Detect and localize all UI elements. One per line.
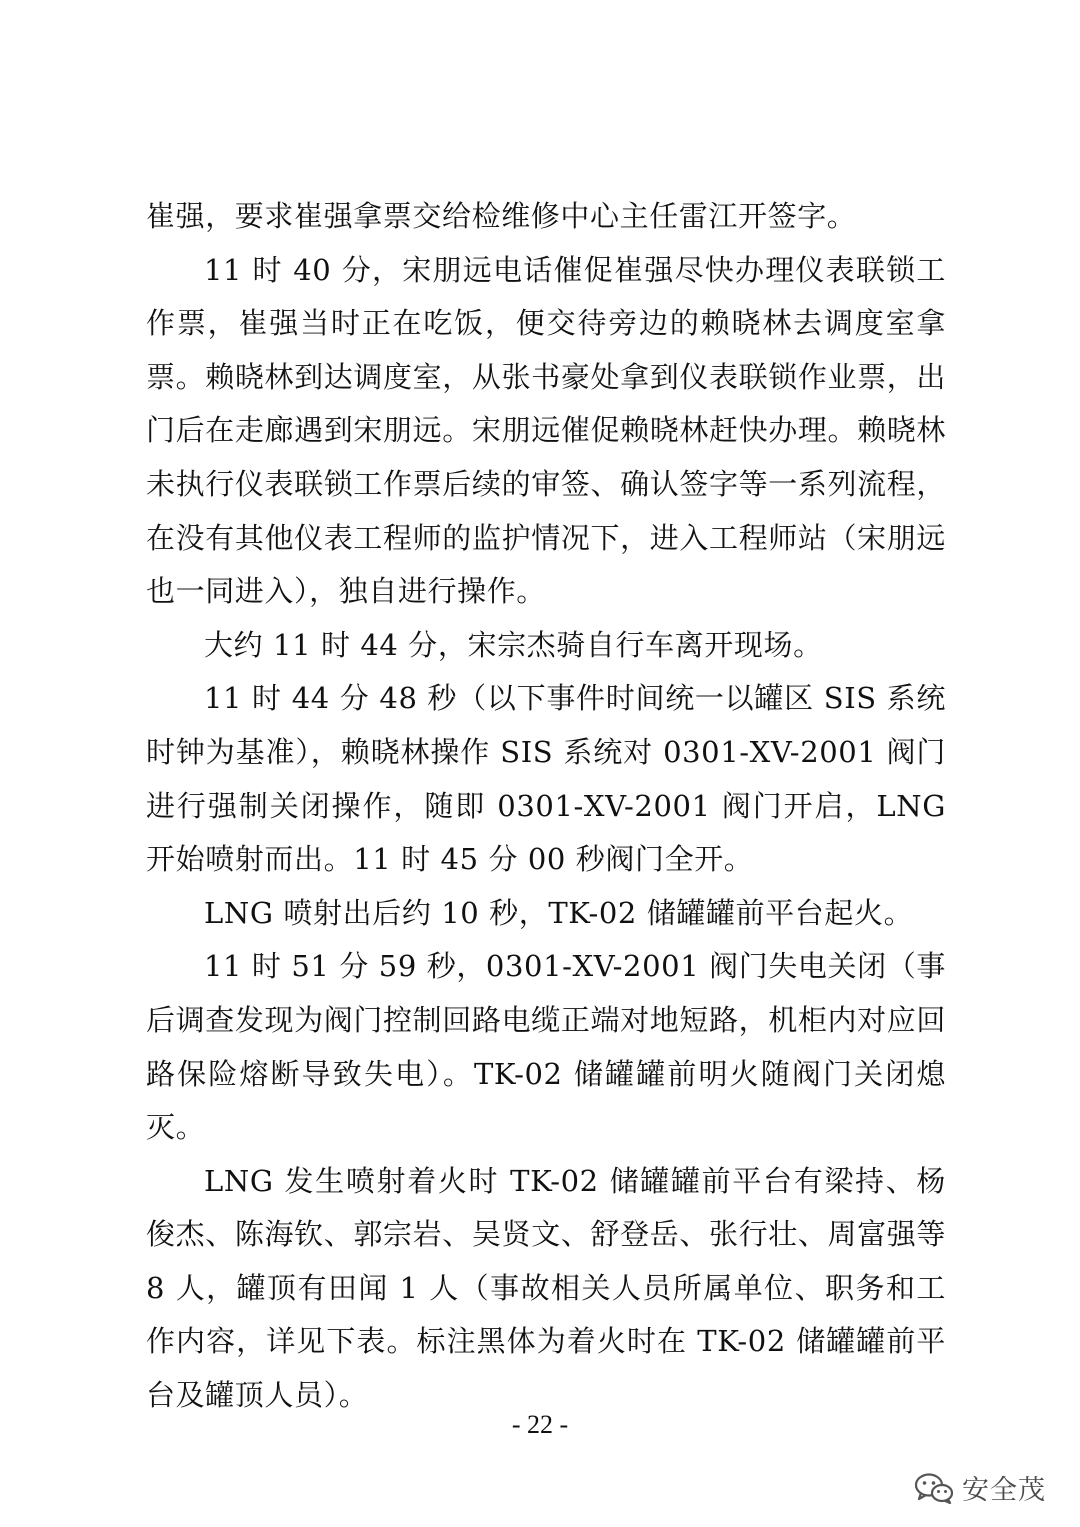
watermark <box>914 1468 1046 1507</box>
page-number: - 22 - <box>511 1410 569 1439</box>
paragraph: 崔强，要求崔强拿票交给检维修中心主任雷江开签字。 <box>146 199 857 233</box>
watermark-text: 安全茂 <box>962 1475 1046 1506</box>
wechat-icon <box>914 1472 954 1504</box>
paragraph: LNG 发生喷射着火时 TK-02 储罐罐前平台有梁持、杨俊杰、陈海钦、郭宗岩、吴贤文、舒登岳、张行壮、周富强等 8 人，罐顶有田闻 1 人（事故相关人员所属单位、职务和工作内容，详见下表。标注黑体为着火时在 TK-02 储罐罐前平台及罐顶人员）。 <box>146 1163 946 1413</box>
paragraph: 11 时 40 分，宋朋远电话催促崔强尽快办理仪表联锁工作票，崔强当时正在吃饭，便交待旁边的赖晓林去调度室拿票。赖晓林到达调度室，从张书豪处拿到仪表联锁作业票，出门后在走廊遇到宋朋远。宋朋远催促赖晓林赶快办理。赖晓林未执行仪表联锁工作票后续的审签、确认签字等一系列流程，在没有其他仪表工程师的监护情况下，进入工程师站（宋朋远也一同进入），独自进行操作。 <box>146 252 946 609</box>
paragraph: LNG 喷射出后约 10 秒，TK-02 储罐罐前平台起火。 <box>204 895 914 930</box>
paragraph: 大约 11 时 44 分，宋宗杰骑自行车离开现场。 <box>204 627 823 662</box>
paragraph: 11 时 44 分 48 秒（以下事件时间统一以罐区 SIS 系统时钟为基准），赖晓林操作 SIS 系统对 0301-XV-2001 阀门进行强制关闭操作，随即 0301-XV-2001 阀门开启，LNG 开始喷射而出。11 时 45 分 00 秒阀门全开。 <box>146 681 946 877</box>
document-body <box>146 190 946 1423</box>
paragraph: 11 时 51 分 59 秒，0301-XV-2001 阀门失电关闭（事后调查发现为阀门控制回路电缆正端对地短路，机柜内对应回路保险熔断导致失电）。TK-02 储罐罐前明火随阀门关闭熄灭。 <box>146 949 946 1145</box>
